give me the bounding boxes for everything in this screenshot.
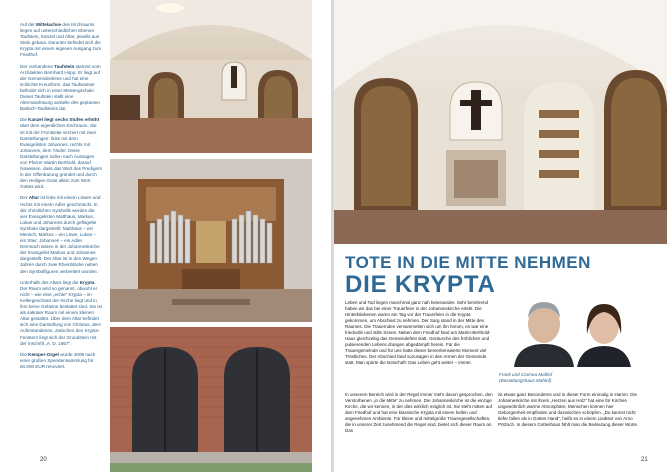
article-body-right — [498, 392, 640, 428]
portrait-photo — [499, 294, 646, 367]
organ-photo — [110, 159, 312, 322]
crypt-photo-small — [110, 0, 312, 153]
paragraph-orgel: Die Kemper-Orgel wurde 2009 nach einer großen Spendensammlung für 60.000 EUR renoviert. — [20, 351, 96, 369]
paragraph-mittelachse: Auf der Mittelachse des Kirchraums liegen auf unterschiedlichen Ebenen Taufstein, Kanzel und Altar, jeweils aus Stein gebaut. Darunter befindet sich die Krypta mit einem eigenen Ausgang zum Friedhof. — [20, 22, 102, 58]
doors-photo — [110, 327, 312, 472]
page-number-left: 20 — [40, 457, 47, 463]
body-right-paragraph: ist etwas ganz Besonderes und in dieser Form einmalig in Hamm. Die Johanneskirche mit ihrem „Herzen aus Holz“ hat eine für Kirchen ungewöhnlich warme Atmosphäre. Menschen können hier Geborgenheit empfinden und dazwischen schöpfen. „Du kannst nicht tiefer fallen als in Gottes Hand“, heißt es in einem Liedtext von Arno Pötzsch. In diesem Gotteshaus fühlt man die Bedeutung dieser Worte. — [498, 392, 639, 427]
intro-paragraph: Leben und Tod liegen manchmal ganz nah beieinander. Sehr berührend haben wir das bei einer Trauerfeier in der Johanneskirche erlebt. Die Hinterbliebenen waren am Tag vor der Trauerfeier in die Krypta gekommen, um Abschied zu nehmen. Der Sarg stand in der Mitte des Raumes. Die Trauernden versammelten sich um ihn herum, es war eine friedvolle und stille Szene. Neben dem Friedhof fand am Martin-Berthold-Haus gleichzeitig das Gemeindefest statt. Geräusche des fröhlichen und pulsierenden Lebens drangen abgedämpft herein. Für die Trauergemeinde und für uns hatte dieser bemerkenswerte Moment viel Tröstliches. Der Abschied fand sozusagen in den Armen der Gemeinde statt. Man spürte die Botschaft: Das Leben geht weiter – immer. — [345, 300, 491, 365]
paragraph-krypta: Unterhalb des Altars liegt die Krypta. Der Raum wird so genannt, obwohl er nicht – wie eine „echte“ Krypta – im Kellergeschoss der Kirche liegt und in ihm keine Gebeine bestattet sind. Sie ist als sakraler Raum mit einem kleinen Altar gestaltet. Über dem Altar befindet sich eine Darstellung von Christus, dem Auferstandenen. Zwischen den Krypta-Fenstern liegt sich der Grundstein mit der Inschrift „A. D. 1957“. — [20, 279, 102, 346]
paragraph-taufstein: Der vorhandene Taufstein stammt vom Architekten Bernhard Hopp. Er liegt auf der Gemeindeebene und hat eine schlichte Kreuzform, das Taufwasser befindet sich in einer Messingschale. Dieser Taufstein stellt eine Alternativlösung anstelle des geplanten Barlach-Taufsteins dar. — [20, 63, 101, 112]
portrait-caption — [499, 372, 646, 384]
body-left-paragraph: In unserem Bereich wird in der Regel immer mehr davon gesprochen, den Verstorbenen „in die Mitte“ zu nehmen. Die Johanneskirche ist die einzige Kirche, die wir kennen, in der dies wirklich möglich ist. Sie steht mitten auf dem Friedhof und hat eine klassische Krypta mit einem hellen und angenehmen Ambiente. Für kleine und mittelgroße Trauergesellschaften, die in unserer Zeit zunehmend die Regel sind, bietet sich dieser Raum an. Das — [345, 392, 493, 433]
headline-line-2: DIE KRYPTA — [345, 271, 496, 298]
left-text-column — [20, 22, 102, 375]
page-number-right: 21 — [641, 457, 648, 463]
paragraph-altar: Der Altar ist links mit einem Löwen und rechts mit einem Adler geschmückt. In der christlichen Symbolik werden die vier Evangelisten Matthäus, Markus, Lukas und Johannes durch geflügelte Symbole dargestellt: Matthäus – ein Mensch, Markus – ein Löwe, Lukas – ein Stier, Johannes – ein Adler. Demnach wären in der Johanneskirche der Evangelist Markus und Johannes dargestellt. Der Altar ist in den Wegen Jahren durch zwei Rheinbläcke neben den Symbolfiguren verbreitert worden. — [20, 195, 101, 274]
article-body-left — [345, 392, 493, 434]
paragraph-kanzel: Die Kanzel liegt sechs Stufen erhöht über dem eigentlichen Kirchraum. Sie ist mit der Frontseite verziert mit zwei Darstellungen: links mit dem Evangelisten Johannes, rechts mit Johannes, dem Täufer. Diese Darstellungen sollen nach Aussagen von Pfarrer Martin Berthold, darauf hinweisen, dass das Wort des Predigers in der Offenbarung gründet und durch den Heiligen Geist allein zum Wort Gottes wird. — [20, 117, 102, 190]
crypt-photo-large — [334, 0, 667, 244]
caption-names: Frank und Corinna Mahlof — [499, 372, 553, 377]
headline-line-1: TOTE IN DIE MITTE NEHMEN — [345, 253, 591, 272]
caption-company: (Bestattungshaus Mahlof) — [499, 378, 552, 383]
article-intro — [345, 300, 493, 366]
